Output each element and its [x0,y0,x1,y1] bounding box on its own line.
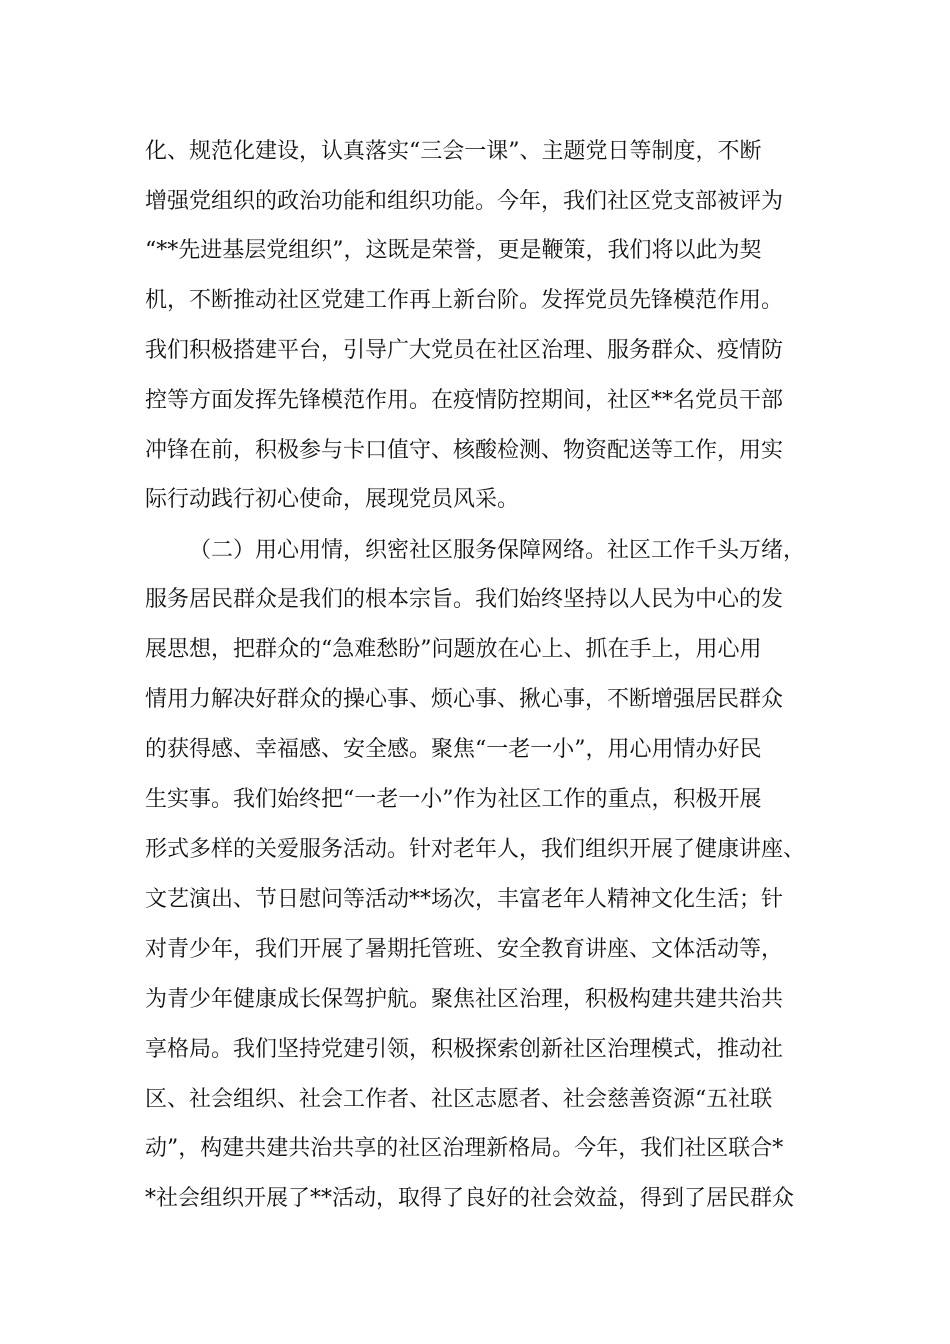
text-line: 生实事。我们始终把“一老一小”作为社区工作的重点，积极开展 [145,787,762,812]
text-line: 机，不断推动社区党建工作再上新台阶。发挥党员先锋模范作用。 [145,288,784,313]
text-line: 形式多样的关爱服务活动。针对老年人，我们组织开展了健康讲座、 [145,837,806,862]
text-line: 享格局。我们坚持党建引领，积极探索创新社区治理模式，推动社 [145,1037,784,1062]
text-line: “**先进基层党组织”，这既是荣誉，更是鞭策，我们将以此为契 [145,238,762,263]
text-line: 文艺演出、节日慰问等活动**场次，丰富老年人精神文化生活；针 [145,887,784,912]
text-line: 冲锋在前，积极参与卡口值守、核酸检测、物资配送等工作，用实 [145,438,784,463]
text-line: 的获得感、幸福感、安全感。聚焦“一老一小”，用心用情办好民 [145,737,762,762]
text-line: 化、规范化建设，认真落实“三会一课”、主题党日等制度，不断 [145,139,762,164]
text-line: 动”，构建共建共治共享的社区治理新格局。今年，我们社区联合* [145,1136,784,1161]
text-line: 服务居民群众是我们的根本宗旨。我们始终坚持以人民为中心的发 [145,587,784,612]
text-line: 增强党组织的政治功能和组织功能。今年，我们社区党支部被评为 [145,189,784,214]
text-line: 情用力解决好群众的操心事、烦心事、揪心事，不断增强居民群众 [145,687,784,712]
text-line: 为青少年健康成长保驾护航。聚焦社区治理，积极构建共建共治共 [145,987,784,1012]
text-line: *社会组织开展了**活动，取得了良好的社会效益，得到了居民群众 [145,1186,795,1211]
text-line: 我们积极搭建平台，引导广大党员在社区治理、服务群众、疫情防 [145,338,784,363]
text-line: 展思想，把群众的“急难愁盼”问题放在心上、抓在手上，用心用 [145,637,762,662]
text-line: 对青少年，我们开展了暑期托管班、安全教育讲座、文体活动等， [145,937,784,962]
text-line: 控等方面发挥先锋模范作用。在疫情防控期间，社区**名党员干部 [145,388,784,413]
text-line: 际行动践行初心使命，展现党员风采。 [145,487,520,512]
text-line: 区、社会组织、社会工作者、社区志愿者、社会慈善资源“五社联 [145,1087,773,1112]
paragraph-heading-line: （二）用心用情，织密社区服务保障网络。社区工作千头万绪， [189,538,806,563]
